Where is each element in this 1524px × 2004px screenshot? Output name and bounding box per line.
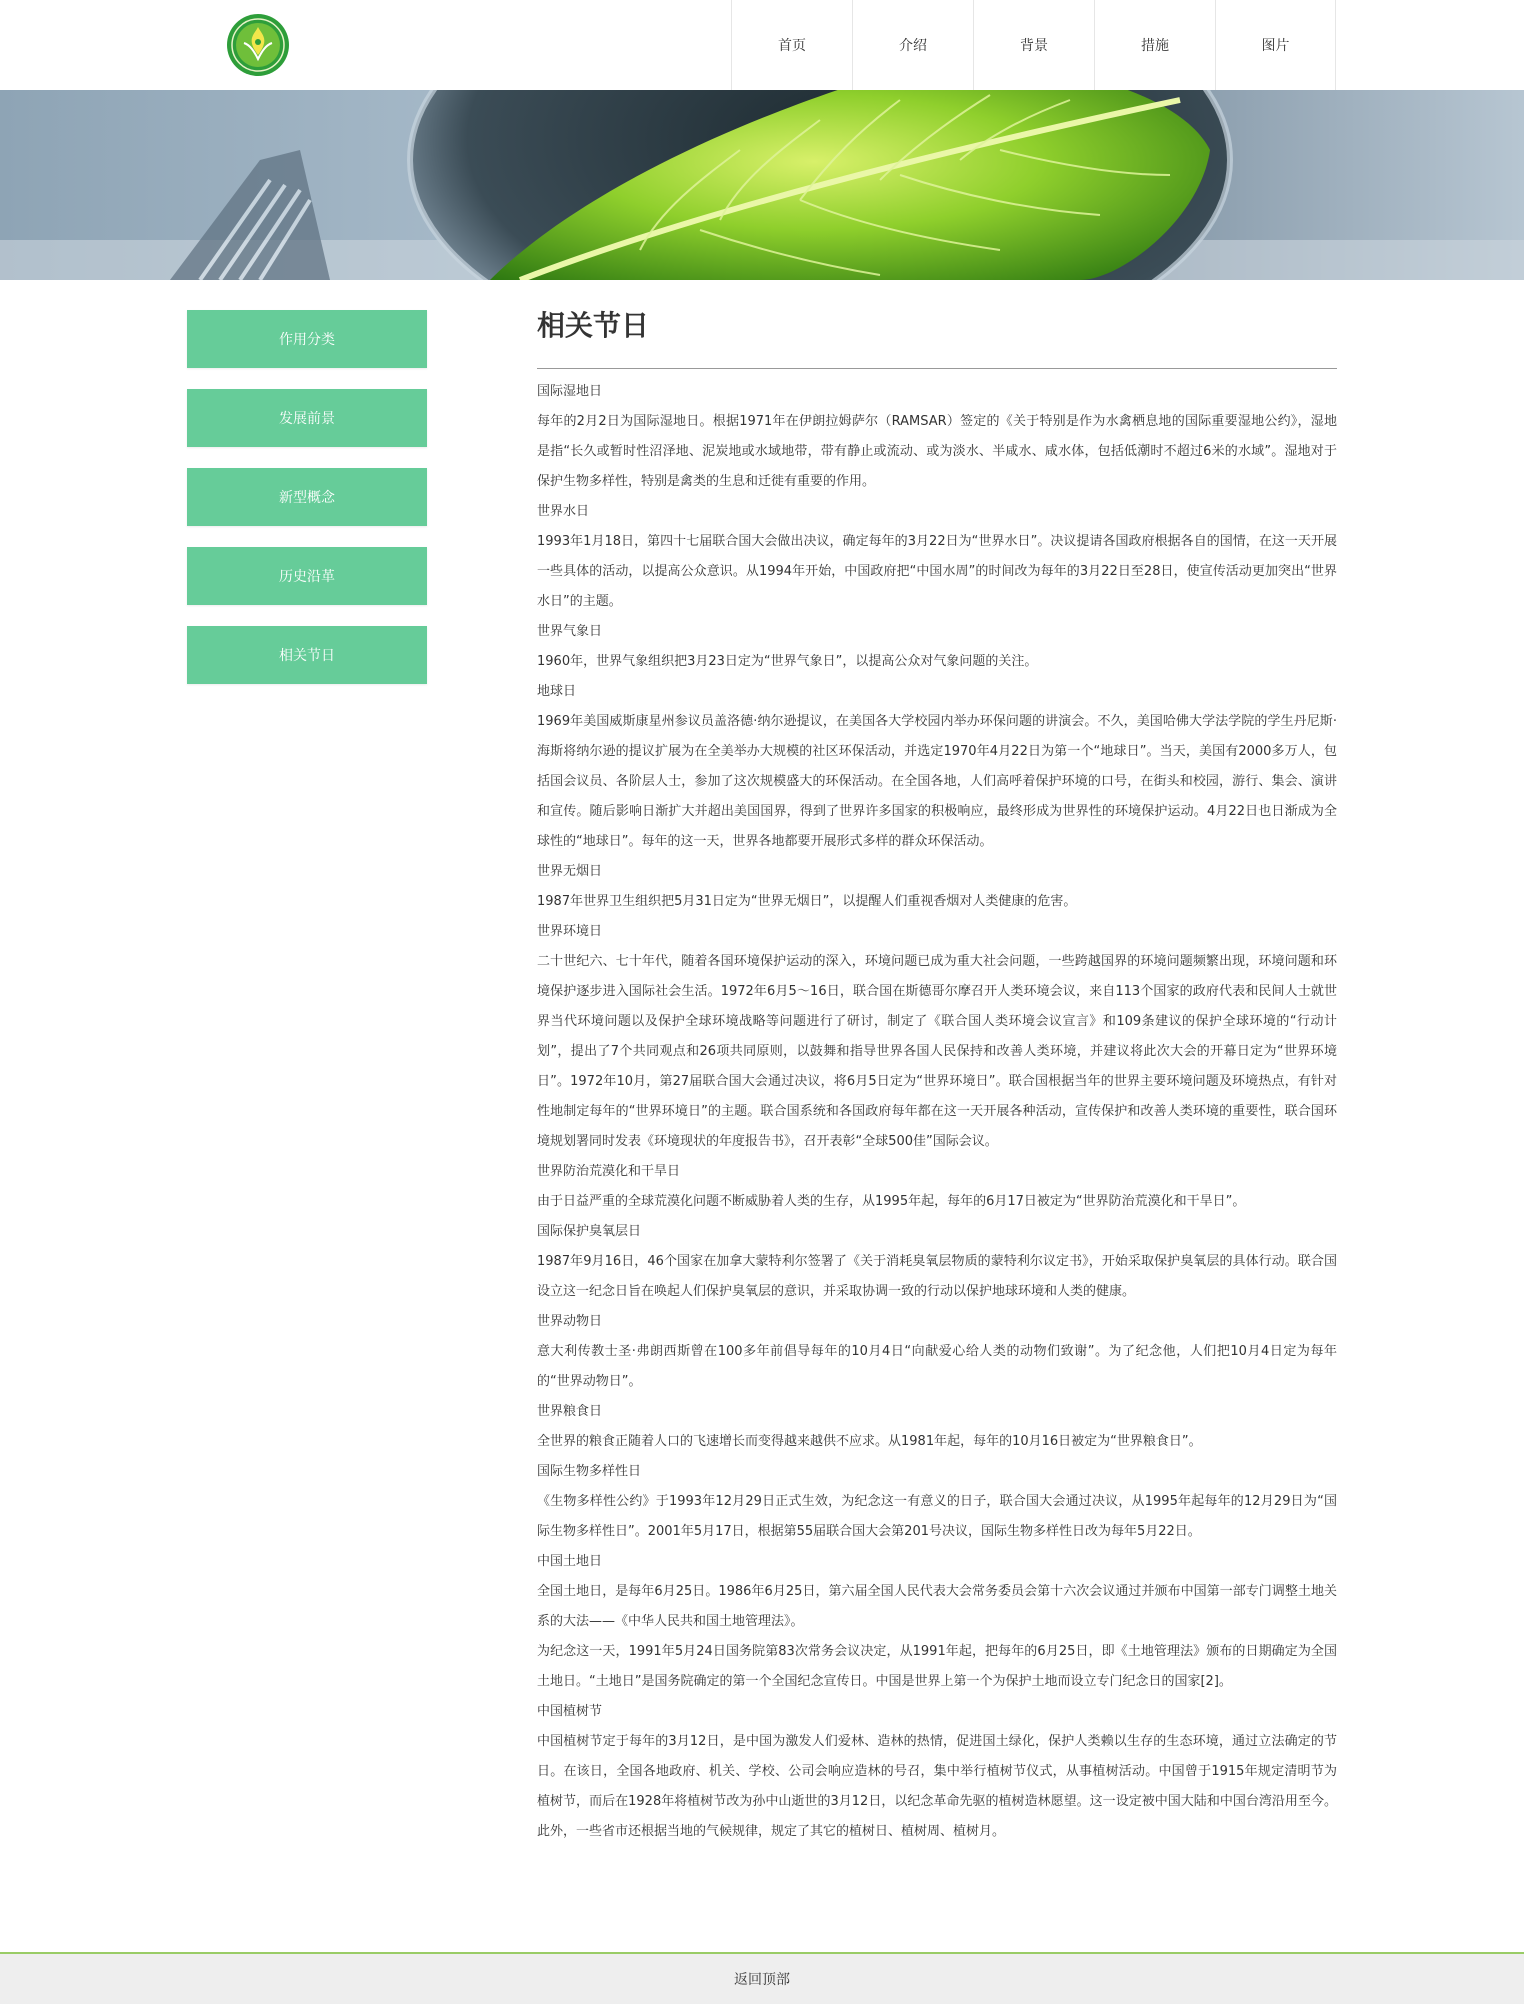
paragraph: 全世界的粮食正随着人口的飞速增长而变得越来越供不应求。从1981年起，每年的10月16日被定为“世界粮食日”。 xyxy=(537,1434,1202,1449)
page-title: 相关节日 xyxy=(537,309,650,342)
site-footer xyxy=(0,1952,1524,2004)
section-heading: 国际保护臭氧层日 xyxy=(537,1224,642,1239)
logo-icon[interactable] xyxy=(226,13,290,77)
sidebar-item-related-festivals[interactable]: 相关节日 xyxy=(187,626,427,684)
nav-item-intro[interactable]: 介绍 xyxy=(852,0,973,90)
sidebar-item-development-prospects[interactable]: 发展前景 xyxy=(187,389,427,447)
paragraph: 由于日益严重的全球荒漠化问题不断威胁着人类的生存，从1995年起，每年的6月17日被定为“世界防治荒漠化和干旱日”。 xyxy=(537,1194,1246,1209)
sidebar xyxy=(187,310,427,705)
section-heading: 中国植树节 xyxy=(537,1704,603,1719)
section-heading: 中国土地日 xyxy=(537,1554,603,1569)
section-heading: 世界环境日 xyxy=(537,924,603,939)
section-heading: 国际生物多样性日 xyxy=(537,1464,642,1479)
paragraph: 每年的2月2日为国际湿地日。根据1971年在伊朗拉姆萨尔（RAMSAR）签定的《关于特别是作为水禽栖息地的国际重要湿地公约》，湿地是指“长久或暂时性沼泽地、泥炭地或水域地带，带有静止或流动、或为淡水、半咸水、咸水体，包括低潮时不超过6米的水域”。湿地对于保护生物多样性，特别是禽类的生息和迁徙有重要的作用。 xyxy=(537,414,1337,489)
paragraph: 全国土地日，是每年6月25日。1986年6月25日，第六届全国人民代表大会常务委员会第十六次会议通过并颁布中国第一部专门调整土地关系的大法——《中华人民共和国土地管理法》。 xyxy=(537,1584,1337,1629)
banner-image xyxy=(0,90,1524,280)
site-header xyxy=(0,0,1524,90)
paragraph: 1960年，世界气象组织把3月23日定为“世界气象日”，以提高公众对气象问题的关注。 xyxy=(537,654,1038,669)
section-heading: 国际湿地日 xyxy=(537,384,603,399)
paragraph: 1987年世界卫生组织把5月31日定为“世界无烟日”，以提醒人们重视香烟对人类健康的危害。 xyxy=(537,894,1077,909)
paragraph: 1987年9月16日，46个国家在加拿大蒙特利尔签署了《关于消耗臭氧层物质的蒙特利尔议定书》，开始采取保护臭氧层的具体行动。联合国设立这一纪念日旨在唤起人们保护臭氧层的意识，并采取协调一致的行动以保护地球环境和人类的健康。 xyxy=(537,1254,1337,1299)
article-body xyxy=(537,377,1337,1847)
sidebar-item-new-concepts[interactable]: 新型概念 xyxy=(187,468,427,526)
nav-item-measures[interactable]: 措施 xyxy=(1094,0,1215,90)
paragraph: 二十世纪六、七十年代，随着各国环境保护运动的深入，环境问题已成为重大社会问题，一些跨越国界的环境问题频繁出现，环境问题和环境保护逐步进入国际社会生活。1972年6月5～16日，联合国在斯德哥尔摩召开人类环境会议，来自113个国家的政府代表和民间人士就世界当代环境问题以及保护全球环境战略等问题进行了研讨，制定了《联合国人类环境会议宣言》和109条建议的保护全球环境的“行动计划”，提出了7个共同观点和26项共同原则，以鼓舞和指导世界各国人民保持和改善人类环境，并建议将此次大会的开幕日定为“世界环境日”。1972年10月，第27届联合国大会通过决议，将6月5日定为“世界环境日”。联合国根据当年的世界主要环境问题及环境热点，有针对性地制定每年的“世界环境日”的主题。联合国系统和各国政府每年都在这一天开展各种活动，宣传保护和改善人类环境的重要性，联合国环境规划署同时发表《环境现状的年度报告书》，召开表彰“全球500佳”国际会议。 xyxy=(537,954,1337,1149)
section-heading: 世界无烟日 xyxy=(537,864,603,879)
sidebar-item-function-classification[interactable]: 作用分类 xyxy=(187,310,427,368)
title-divider xyxy=(537,368,1337,369)
section-heading: 世界水日 xyxy=(537,504,590,519)
paragraph: 中国植树节定于每年的3月12日，是中国为激发人们爱林、造林的热情，促进国土绿化，保护人类赖以生存的生态环境，通过立法确定的节日。在该日，全国各地政府、机关、学校、公司会响应造林的号召，集中举行植树节仪式，从事植树活动。中国曾于1915年规定清明节为植树节，而后在1928年将植树节改为孙中山逝世的3月12日，以纪念革命先驱的植树造林愿望。这一设定被中国大陆和中国台湾沿用至今。此外，一些省市还根据当地的气候规律，规定了其它的植树日、植树周、植树月。 xyxy=(537,1734,1337,1839)
sidebar-item-history[interactable]: 历史沿革 xyxy=(187,547,427,605)
paragraph: 为纪念这一天，1991年5月24日国务院第83次常务会议决定，从1991年起，把每年的6月25日，即《土地管理法》颁布的日期确定为全国土地日。“土地日”是国务院确定的第一个全国纪念宣传日。中国是世界上第一个为保护土地而设立专门纪念日的国家[2]。 xyxy=(537,1644,1337,1689)
nav-item-background[interactable]: 背景 xyxy=(973,0,1094,90)
section-heading: 世界动物日 xyxy=(537,1314,603,1329)
main-content xyxy=(537,300,1337,1847)
back-to-top-link[interactable]: 返回顶部 xyxy=(734,1972,790,1988)
paragraph: 《生物多样性公约》于1993年12月29日正式生效，为纪念这一有意义的日子，联合国大会通过决议，从1995年起每年的12月29日为“国际生物多样性日”。2001年5月17日，根据第55届联合国大会第201号决议，国际生物多样性日改为每年5月22日。 xyxy=(537,1494,1337,1539)
section-heading: 地球日 xyxy=(537,684,577,699)
nav-item-pictures[interactable]: 图片 xyxy=(1215,0,1336,90)
paragraph: 1969年美国威斯康星州参议员盖洛德·纳尔逊提议，在美国各大学校园内举办环保问题的讲演会。不久，美国哈佛大学法学院的学生丹尼斯·海斯将纳尔逊的提议扩展为在全美举办大规模的社区环保活动，并选定1970年4月22日为第一个“地球日”。当天，美国有2000多万人，包括国会议员、各阶层人士，参加了这次规模盛大的环保活动。在全国各地，人们高呼着保护环境的口号，在街头和校园，游行、集会、演讲和宣传。随后影响日渐扩大并超出美国国界，得到了世界许多国家的积极响应，最终形成为世界性的环境保护运动。4月22日也日渐成为全球性的“地球日”。每年的这一天，世界各地都要开展形式多样的群众环保活动。 xyxy=(537,714,1337,849)
section-heading: 世界粮食日 xyxy=(537,1404,603,1419)
section-heading: 世界防治荒漠化和干旱日 xyxy=(537,1164,681,1179)
nav-item-home[interactable]: 首页 xyxy=(731,0,852,90)
section-heading: 世界气象日 xyxy=(537,624,603,639)
main-nav xyxy=(731,0,1336,90)
paragraph: 1993年1月18日，第四十七届联合国大会做出决议，确定每年的3月22日为“世界水日”。决议提请各国政府根据各自的国情，在这一天开展一些具体的活动，以提高公众意识。从1994年开始，中国政府把“中国水周”的时间改为每年的3月22日至28日，使宣传活动更加突出“世界水日”的主题。 xyxy=(537,534,1337,609)
paragraph: 意大利传教士圣·弗朗西斯曾在100多年前倡导每年的10月4日“向献爱心给人类的动物们致谢”。为了纪念他，人们把10月4日定为每年的“世界动物日”。 xyxy=(537,1344,1337,1389)
